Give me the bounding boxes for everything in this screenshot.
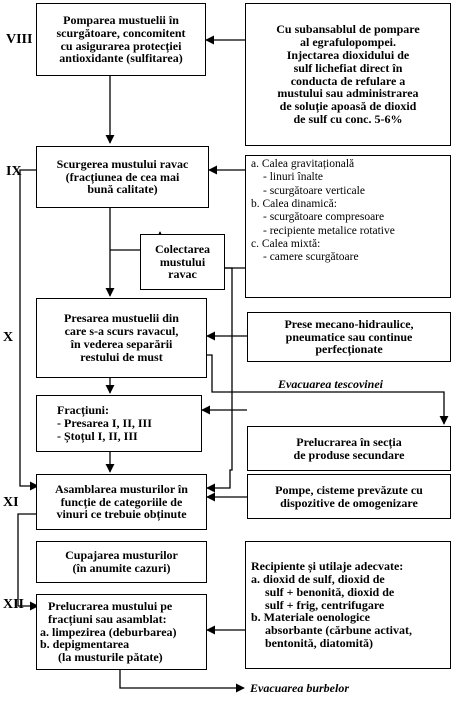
step-asamblarea-line: vinuri ce trebuie obținute: [56, 507, 187, 522]
step-pomparea-line: scurgătoare, concomitent: [56, 25, 186, 40]
step-pomparea-line: Pomparea mustuelii în: [63, 12, 179, 27]
step-scurgerea-line: Scurgerea mustului ravac: [56, 156, 189, 171]
step-prelucrarea-line: b. depigmentarea: [40, 637, 130, 652]
stage-label-xi: XI: [3, 495, 19, 510]
stage-label-viii: VIII: [6, 32, 33, 47]
equipment-prese-box: [247, 312, 451, 362]
arrow-colectarea-to-asamblarea: [207, 268, 232, 488]
stage-label-ix: IX: [6, 164, 22, 179]
step-colectarea-line: Colectarea: [154, 241, 211, 256]
equipment-recipiente-line: absorbante (cărbune activat,: [265, 623, 412, 638]
equipment-subansablu-line: conducta de refulare a: [290, 73, 406, 88]
equipment-recipiente-box: [245, 541, 451, 669]
equipment-calea-line: - linuri înalte: [263, 171, 324, 184]
equipment-subansablu-line: al egrafulopompei.: [300, 34, 396, 49]
equipment-pompe-box: [247, 474, 451, 519]
step-asamblarea-line: Asamblarea musturilor în: [55, 481, 188, 496]
equipment-subansablu-line: de sulf cu conc. 5-6%: [293, 112, 403, 127]
step-scurgerea-line: (fracțiunea de cea mai: [65, 169, 180, 184]
equipment-recipiente-line: Recipiente și utilaje adecvate:: [251, 558, 404, 573]
step-prelucrarea-line: fracțiuni sau asamblat:: [48, 611, 167, 626]
equipment-pompe-line: Pompe, cisteme prevăzute cu: [275, 482, 423, 497]
equipment-calea-line: - recipiente metalice rotative: [263, 224, 395, 237]
equipment-calea-line: - camere scurgătoare: [263, 251, 359, 264]
equipment-sectie-line: de produse secundare: [293, 447, 405, 462]
equipment-recipiente-line: a. dioxid de sulf, dioxid de: [251, 571, 385, 586]
stage-label-x: X: [3, 330, 14, 345]
step-pomparea-line: antioxidante (sulfitarea): [59, 51, 183, 66]
equipment-calea-line: b. Calea dinamică:: [251, 197, 337, 210]
step-pomparea-box: [36, 3, 206, 76]
step-colectarea-box: [140, 234, 225, 290]
step-asamblarea-box: [36, 474, 207, 530]
equipment-subansablu-line: de soluție apoasă de dioxid: [279, 99, 417, 114]
stage-label-xii: XII: [3, 597, 25, 612]
equipment-calea-line: - scurgătoare compresoare: [263, 211, 385, 224]
equipment-subansablu-line: sulf lichefiat direct în: [293, 60, 403, 75]
equipment-calea-line: a. Calea gravitațională: [251, 158, 355, 170]
step-prelucrarea-line: Prelucrarea mustului pe: [48, 598, 173, 613]
step-presarea-box: [36, 298, 207, 378]
arrow-burbe-evacuation: [120, 670, 244, 688]
output-tescovina-label: Evacuarea tescovinei: [278, 377, 383, 391]
equipment-subansablu-line: mustului sau administrarea: [277, 86, 419, 101]
step-asamblarea-line: funcție de categoriile de: [60, 494, 183, 509]
equipment-recipiente-line: bentonită, diatomită): [265, 636, 373, 651]
equipment-calea-line: c. Calea mixtă:: [251, 237, 321, 250]
step-fractiuni-line: Fracțiuni:: [57, 403, 109, 418]
step-presarea-line: Presarea mustuelii din: [64, 311, 179, 326]
equipment-prese-line: perfecționate: [315, 342, 383, 357]
equipment-recipiente-line: sulf + benonită, dioxid de: [265, 584, 395, 599]
step-cupajarea-box: [36, 541, 207, 583]
equipment-pompe-line: dispozitive de omogenizare: [280, 495, 418, 510]
step-cupajarea-line: Cupajarea musturilor: [65, 548, 178, 563]
step-colectarea-line: mustului: [159, 254, 206, 269]
step-prelucrarea-box: [36, 594, 207, 670]
equipment-prese-line: pneumatice sau continue: [285, 329, 413, 344]
step-pomparea-line: cu asigurarea protecției: [60, 38, 182, 53]
equipment-subansablu-box: [245, 3, 451, 146]
equipment-calea-box: [245, 155, 451, 298]
step-presarea-line: restului de must: [80, 349, 163, 364]
step-presarea-line: în vederea separării: [70, 337, 173, 351]
equipment-recipiente-line: sulf + frig, centrifugare: [265, 597, 385, 612]
step-presarea-line: care s-a scurs ravacul,: [64, 324, 179, 339]
step-scurgerea-box: [36, 146, 209, 208]
equipment-sectie-line: Prelucrarea în secția: [296, 434, 402, 449]
step-prelucrarea-line: (la musturile pătate): [58, 650, 163, 665]
step-fractiuni-box: [36, 395, 202, 452]
equipment-subansablu-line: Injectarea dioxidului de: [286, 47, 410, 62]
step-fractiuni-line: - Presarea I, II, III: [57, 416, 152, 431]
equipment-recipiente-line: b. Materiale oenologice: [251, 610, 370, 625]
equipment-calea-line: - scurgătoare verticale: [263, 184, 365, 197]
step-cupajarea-line: (în anumite cazuri): [72, 561, 171, 575]
equipment-subansablu-line: Cu subansablul de pompare: [276, 21, 420, 36]
step-colectarea-line: ravac: [168, 267, 197, 282]
equipment-sectie-box: [247, 426, 451, 471]
output-burbe-label: Evacuarea burbelor: [250, 681, 349, 695]
equipment-prese-line: Prese mecano-hidraulice,: [284, 316, 414, 331]
step-fractiuni-line: - Ștoțul I, II, III: [57, 428, 138, 443]
step-prelucrarea-line: a. limpezirea (deburbarea): [40, 624, 177, 639]
step-scurgerea-line: bună calitate): [87, 182, 158, 197]
